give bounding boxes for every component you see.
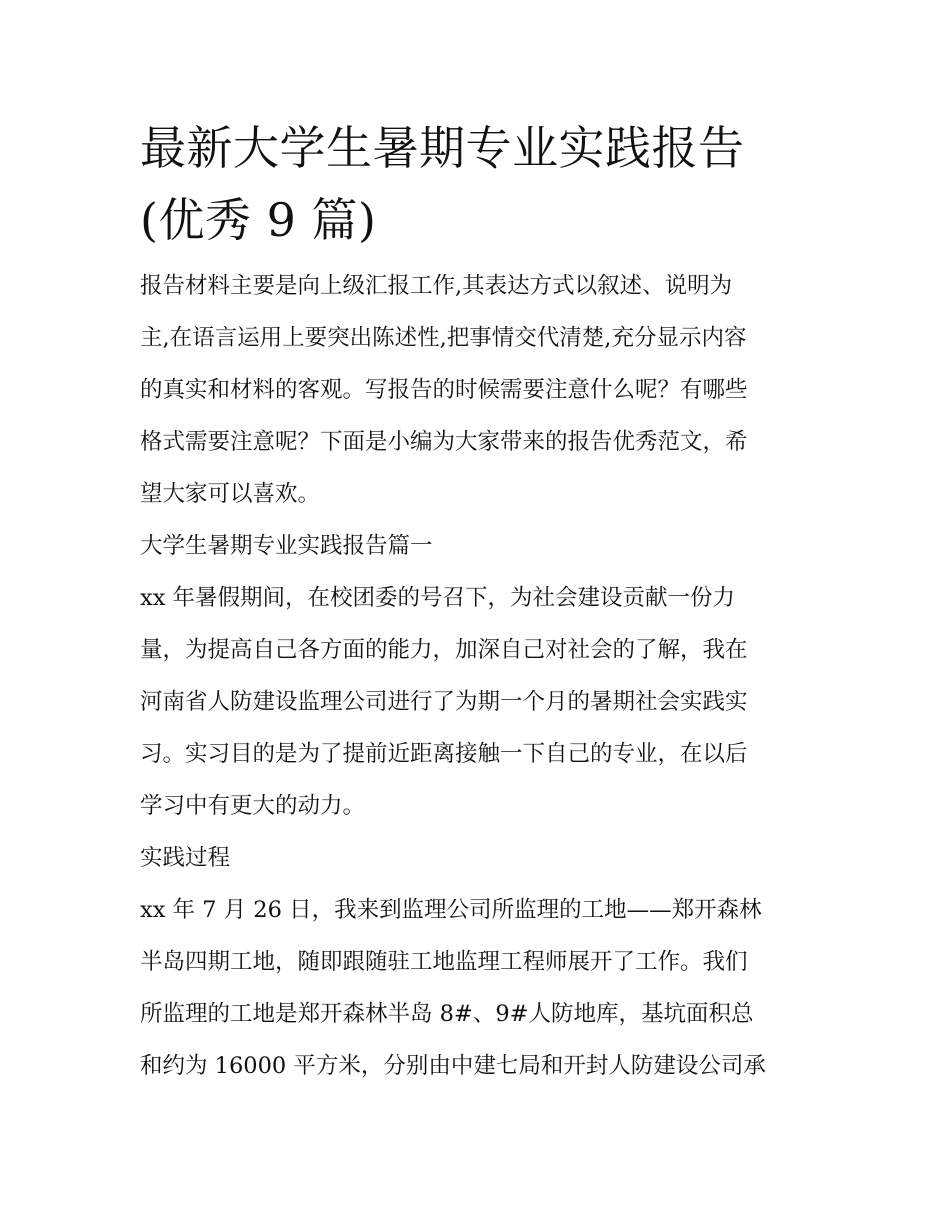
section-heading: 大学生暑期专业实践报告篇一 [140, 533, 433, 559]
intro-line: 的真实和材料的客观。写报告的时候需要注意什么呢？有哪些 [140, 377, 748, 403]
paragraph-line: 半岛四期工地，随即跟随驻工地监理工程师展开了工作。我们 [140, 949, 748, 975]
intro-line: 望大家可以喜欢。 [140, 481, 321, 507]
subsection-heading: 实践过程 [140, 845, 231, 871]
paragraph-line: 习。实习目的是为了提前近距离接触一下自己的专业，在以后 [140, 741, 748, 767]
paragraph-line: 河南省人防建设监理公司进行了为期一个月的暑期社会实践实 [140, 689, 748, 715]
document-content [140, 112, 812, 1092]
intro-line: 格式需要注意呢？下面是小编为大家带来的报告优秀范文，希 [140, 429, 748, 455]
paragraph-line: xx 年 7 月 26 日，我来到监理公司所监理的工地——郑开森林 [140, 897, 762, 923]
paragraph-line: 学习中有更大的动力。 [140, 793, 366, 819]
paragraph-line: 量，为提高自己各方面的能力，加深自己对社会的了解，我在 [140, 637, 748, 663]
document-title [140, 112, 812, 256]
paragraph-line: xx 年暑假期间，在校团委的号召下，为社会建设贡献一份力 [140, 585, 736, 611]
document-body [140, 260, 812, 1092]
title-line: 最新大学生暑期专业实践报告 [140, 121, 745, 175]
paragraph-line: 和约为 16000 平方米，分别由中建七局和开封人防建设公司承 [140, 1053, 766, 1079]
paragraph-line: 所监理的工地是郑开森林半岛 8#、9#人防地库，基坑面积总 [140, 1001, 754, 1027]
intro-line: 报告材料主要是向上级汇报工作,其表达方式以叙述、说明为 [140, 273, 733, 299]
title-line: (优秀 9 篇) [140, 193, 377, 247]
intro-line: 主,在语言运用上要突出陈述性,把事情交代清楚,充分显示内容 [140, 325, 747, 351]
